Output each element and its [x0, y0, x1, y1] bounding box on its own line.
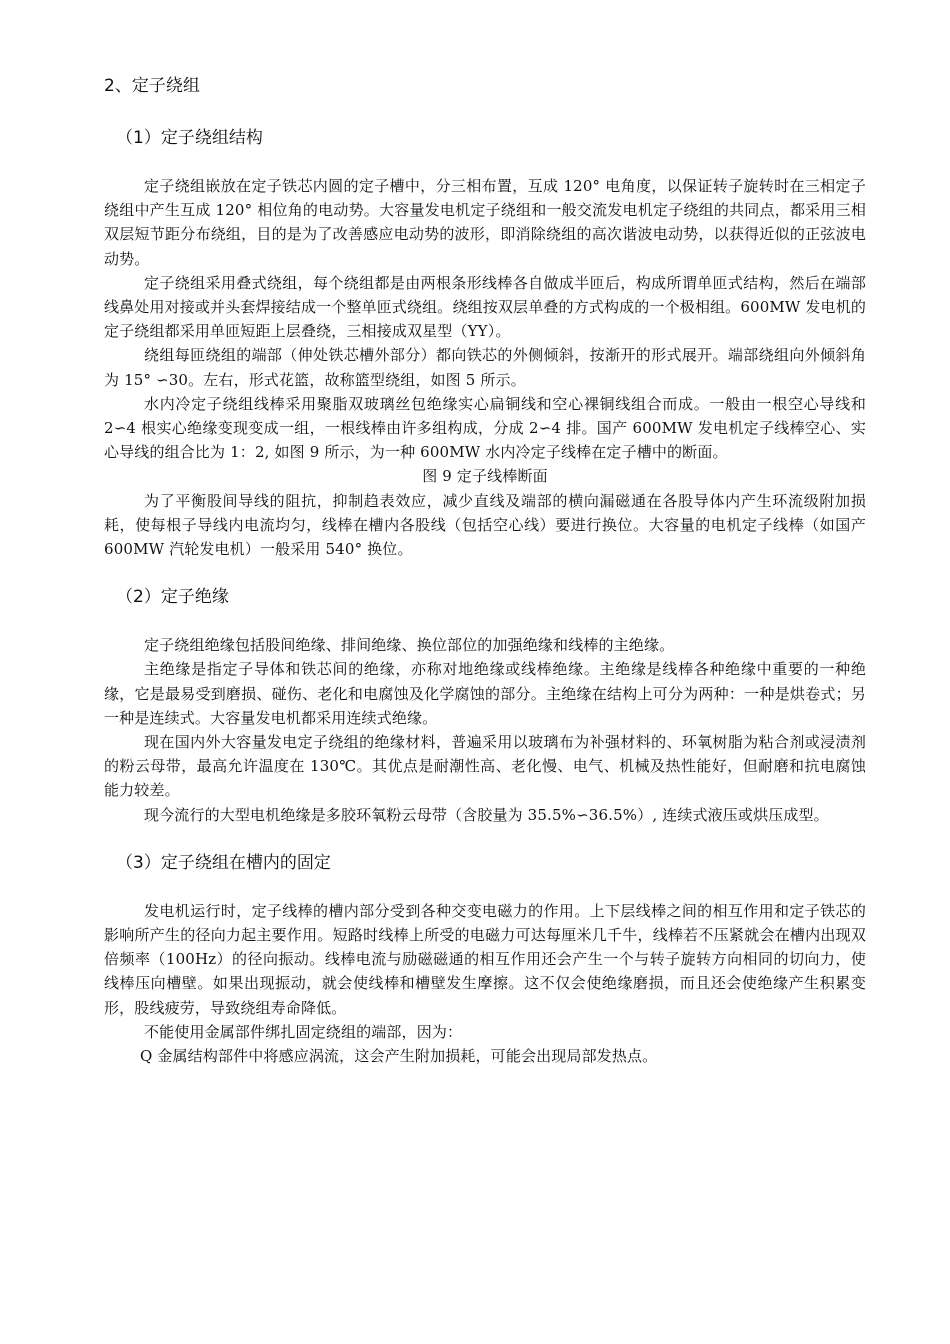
paragraph: 定子绕组采用叠式绕组，每个绕组都是由两根条形线棒各自做成半匝后，构成所谓单匝式结构，然后在端部线鼻处用对接或并头套焊接结成一个整单匝式绕组。绕组按双层单叠的方式构成的一个极相组。600MW 发电机的定子绕组都采用单匝短距上层叠绕，三相接成双星型（YY）。 — [104, 273, 866, 341]
paragraph: 定子绕组嵌放在定子铁芯内圆的定子槽中，分三相布置，互成 120° 电角度，以保证转子旋转时在三相定子绕组中产生互成 120° 相位角的电动势。大容量发电机定子绕组和一般交流发电机定子绕组的共同点，都采用三相双层短节距分布绕组，目的是为了改善感应电动势的波形，即消除绕组的高次谐波电动势，以获得近似的正弦波电动势。 — [104, 177, 866, 268]
figure-caption: 图 9 定子线棒断面 — [422, 467, 548, 486]
section-title: 2、定子绕组 — [104, 76, 200, 96]
list-item: Q 金属结构部件中将感应涡流，这会产生附加损耗，可能会出现局部发热点。 — [140, 1047, 658, 1066]
subsection-title-insulation: （2）定子绝缘 — [116, 587, 229, 608]
subsection-title-fixing: （3）定子绕组在槽内的固定 — [116, 852, 331, 873]
paragraph: 水内冷定子绕组线棒采用聚脂双玻璃丝包绝缘实心扁铜线和空心裸铜线组合而成。一般由一根空心导线和 2∽4 根实心绝缘变现变成一组，一根线棒由许多组构成，分成 2∽4 排。国产 600MW 发电机定子线棒空心、实心导线的组合比为 1：2, 如图 9 所示，为一种 600MW 水内冷定子线棒在定子槽中的断面。 — [104, 394, 866, 462]
paragraph: 发电机运行时，定子线棒的槽内部分受到各种交变电磁力的作用。上下层线棒之间的相互作用和定子铁芯的影响所产生的径向力起主要作用。短路时线棒上所受的电磁力可达每厘米几千牛，线棒若不压紧就会在槽内出现双倍频率（100Hz）的径向振动。线棒电流与励磁磁通的相互作用还会产生一个与转子旋转方向相同的切向力，使线棒压向槽壁。如果出现振动，就会使线棒和槽壁发生摩擦。这不仅会使绝缘磨损，而且还会使绝缘产生积累变形，股线疲劳，导致绕组寿命降低。 — [104, 901, 866, 1017]
paragraph: 绕组每匝绕组的端部（伸处铁芯槽外部分）都向铁芯的外侧倾斜，按渐开的形式展开。端部绕组向外倾斜角为 15° ∽30。左右，形式花篮，故称篮型绕组，如图 5 所示。 — [104, 346, 866, 389]
document-page — [104, 72, 866, 1068]
paragraph: 现在国内外大容量发电定子绕组的绝缘材料，普遍采用以玻璃布为补强材料的、环氧树脂为粘合剂或浸渍剂的粉云母带，最高允许温度在 130℃。其优点是耐潮性高、老化慢、电气、机械及热性能好，但耐磨和抗电腐蚀能力较差。 — [104, 733, 866, 800]
paragraph: 现今流行的大型电机绝缘是多胶环氧粉云母带（含胶量为 35.5%∽36.5%）, 连续式液压或烘压成型。 — [144, 805, 829, 824]
subsection-title-structure: （1）定子绕组结构 — [116, 128, 263, 148]
paragraph: 为了平衡股间导线的阻抗，抑制趋表效应，减少直线及端部的横向漏磁通在各股导体内产生环流级附加损耗，使每根子导线内电流均匀，线棒在槽内各股线（包括空心线）要进行换位。大容量的电机定子线棒（如国产 600MW 汽轮发电机）一般采用 540° 换位。 — [104, 491, 866, 559]
paragraph: 主绝缘是指定子导体和铁芯间的绝缘，亦称对地绝缘或线棒绝缘。主绝缘是线棒各种绝缘中重要的一种绝缘，它是最易受到磨损、碰伤、老化和电腐蚀及化学腐蚀的部分。主绝缘在结构上可分为两种：一种是烘卷式；另一种是连续式。大容量发电机都采用连续式绝缘。 — [104, 660, 866, 727]
paragraph: 定子绕组绝缘包括股间绝缘、排间绝缘、换位部位的加强绝缘和线棒的主绝缘。 — [144, 636, 675, 655]
paragraph: 不能使用金属部件绑扎固定绕组的端部，因为： — [144, 1022, 463, 1041]
